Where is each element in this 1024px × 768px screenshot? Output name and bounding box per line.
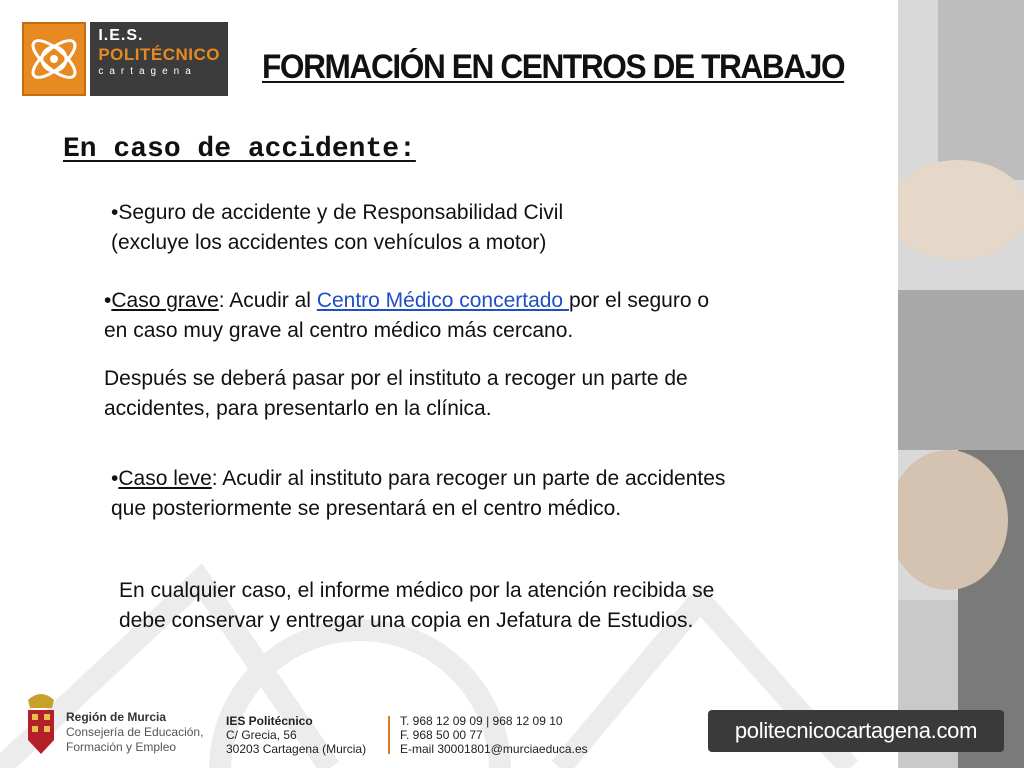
- final-line1: En cualquier caso, el informe médico por la atención recibida se: [119, 579, 715, 602]
- contact-phone: T. 968 12 09 09 | 968 12 09 10: [400, 714, 563, 728]
- gear-atom-icon: [22, 22, 86, 96]
- final-paragraph: [119, 576, 714, 636]
- website-banner[interactable]: politecnicocartagena.com: [708, 710, 1004, 752]
- decorative-photo: [898, 0, 1024, 768]
- insurance-paragraph: [111, 198, 563, 258]
- grave-line1: [104, 286, 709, 316]
- grave-label: Caso grave: [111, 289, 219, 312]
- leve-paragraph: [111, 464, 725, 524]
- school-street: C/ Grecia, 56: [226, 728, 297, 742]
- region-text: [66, 690, 203, 756]
- school-address: [226, 714, 366, 756]
- murcia-crest-icon: [22, 690, 60, 756]
- region-name: Región de Murcia: [66, 710, 167, 724]
- school-city: 30203 Cartagena (Murcia): [226, 742, 367, 756]
- leve-line2: que posteriormente se presentará en el centro médico.: [111, 497, 622, 520]
- medical-center-link[interactable]: Centro Médico concertado: [316, 289, 569, 312]
- final-line2: debe conservar y entregar una copia en Jefatura de Estudios.: [119, 609, 694, 632]
- after-line2: accidentes, para presentarlo en la clínica.: [104, 397, 492, 420]
- contact-email[interactable]: E-mail 30001801@murciaeduca.es: [400, 742, 588, 756]
- contact-fax: F. 968 50 00 77: [400, 728, 483, 742]
- footer-divider: [388, 716, 390, 754]
- leve-line1: [111, 464, 725, 494]
- logo-line2: POLITÉCNICO: [98, 45, 220, 64]
- logo-wordmark: [90, 22, 228, 96]
- school-name: IES Politécnico: [226, 714, 313, 728]
- region-line3: Formación y Empleo: [66, 740, 177, 754]
- grave-bullet: •: [104, 289, 112, 312]
- grave-text1: : Acudir al: [218, 289, 317, 312]
- insurance-line2: (excluye los accidentes con vehículos a motor): [111, 231, 547, 254]
- grave-text2: por el seguro o: [568, 289, 710, 312]
- leve-label: Caso leve: [118, 467, 212, 490]
- after-line1: Después se deberá pasar por el instituto a recoger un parte de: [104, 367, 688, 390]
- region-line2: Consejería de Educación,: [66, 725, 204, 739]
- leve-bullet: •: [111, 467, 119, 490]
- grave-line2: en caso muy grave al centro médico más cercano.: [104, 319, 574, 342]
- school-logo: [22, 22, 228, 96]
- section-heading: En caso de accidente:: [63, 134, 416, 165]
- school-contact: [400, 714, 588, 756]
- page-title: FORMACIÓN EN CENTROS DE TRABAJO: [262, 48, 845, 86]
- leve-text1: : Acudir al instituto para recoger un parte de accidentes: [211, 467, 726, 490]
- insurance-line1: •Seguro de accidente y de Responsabilidad Civil: [111, 201, 564, 224]
- logo-line3: cartagena: [98, 66, 197, 77]
- grave-paragraph: [104, 286, 709, 346]
- after-paragraph: [104, 364, 688, 424]
- region-logo: [22, 690, 222, 756]
- logo-line1: I.E.S.: [98, 27, 144, 44]
